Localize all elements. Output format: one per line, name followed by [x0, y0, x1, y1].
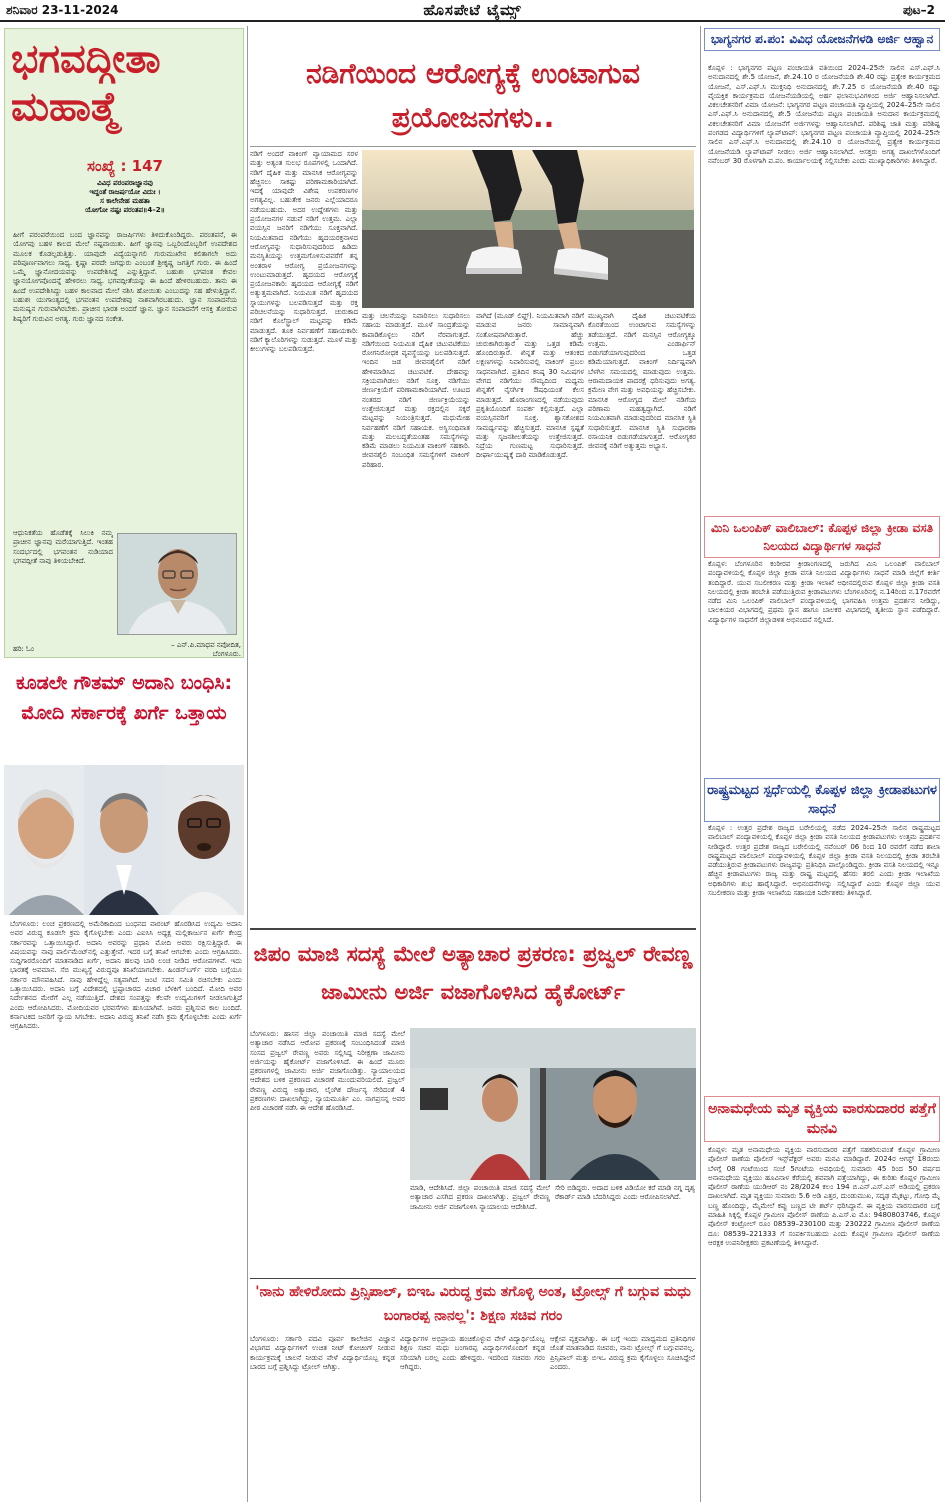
- prajwal-column-1: ಬೆಂಗಳೂರು: ಹಾಸನ ಜಿಲ್ಲಾ ಪಂಚಾಯಿತಿ ಮಾಜಿ ಸದಸ್ಯೆ ಮೇಲೆ ಅತ್ಯಾಚಾರ ನಡೆಸಿದ ಆರೋಪ ಪ್ರಕರಣಕ್ಕೆ ಸಂಬಂಧಿಸಿದಂತೆ ಮಾಜಿ ಸಂಸದ ಪ್ರಜ್ವಲ್ ರೇವಣ್ಣ ಅವರು ಸಲ್ಲಿಸಿದ್ದ ನಿರೀಕ್ಷಣಾ ಜಾಮೀನು ಅರ್ಜಿಯನ್ನು ಹೈಕೋರ್ಟ್ ವಜಾಗೊಳಿಸಿದೆ. ಈ ಹಿಂದೆ ಮೂರು ಪ್ರಕರಣಗಳಲ್ಲಿ ಜಾಮೀನು ಅರ್ಜಿ ವಜಾಗೊಂಡಿತ್ತು. ನ್ಯಾಯಾಲಯದ ಆದೇಶದ ಬಳಿಕ ಪ್ರಕರಣದ ವಿಚಾರಣೆ ಮುಂದುವರಿಯಲಿದೆ. ಪ್ರಜ್ವಲ್ ರೇವಣ್ಣ ವಿರುದ್ಧ ಅತ್ಯಾಚಾರ, ಲೈಂಗಿಕ ದೌರ್ಜನ್ಯ ಸೇರಿದಂತೆ 4 ಪ್ರಕರಣಗಳು ದಾಖಲಾಗಿದ್ದು, ನ್ಯಾಯಮೂರ್ತಿ ಎಂ. ನಾಗಪ್ರಸನ್ನ ಅವರ ಪೀಠ ವಿಚಾರಣೆ ನಡೆಸಿ ಈ ಆದೇಶ ಹೊರಡಿಸಿದೆ.: [250, 1030, 405, 1113]
- prajwal-headline: ಜಿಪಂ ಮಾಜಿ ಸದಸ್ಯೆ ಮೇಲೆ ಅತ್ಯಾಚಾರ ಪ್ರಕರಣ: ಪ್ರಜ್ವಲ್ ರೇವಣ್ಣ ಜಾಮೀನು ಅರ್ಜಿ ವಜಾಗೊಳಿಸಿದ ಹೈಕೋರ್ಟ್: [253, 942, 693, 1004]
- national-sports-headline: ರಾಷ್ಟ್ರಮಟ್ಟದ ಸ್ಪರ್ಧೆಯಲ್ಲಿ ಕೊಪ್ಪಳ ಜಿಲ್ಲಾ ಕ್ರೀಡಾಪಟುಗಳ ಸಾಧನೆ: [704, 778, 940, 822]
- leaders-photo: [4, 765, 244, 915]
- bhagyanagara-headline: ಭಾಗ್ಯನಗರ ಪ.ಪಂ: ವಿವಿಧ ಯೋಜನೆಗಳಡಿ ಅರ್ಜಿ ಆಹ್ವಾನ: [704, 28, 940, 51]
- prajwal-column-2: ಮಾಡಿ, ಆದೇಶಿಸಿದೆ. ಜಿಲ್ಲಾ ಪಂಚಾಯಿತಿ ಮಾಜಿ ಸದಸ್ಯೆ ಮೇಲೆ ಅತ್ಯಾಚಾರ ಎಸಗಿದ ಪ್ರಕರಣ ದಾಖಲಾಗಿತ್ತು. ಪ್ರಜ್ವಲ್ ರೇವಣ್ಣ ಜಾಮೀನು ಅರ್ಜಿ ವಜಾಗೊಳಿಸಿ ನ್ಯಾಯಾಲಯ ಆದೇಶಿಸಿದೆ.: [410, 1184, 550, 1211]
- gita-headline: ಭಗವದ್ಗೀತಾ ಮಹಾತ್ಮೆ: [11, 36, 161, 130]
- page-number: ಪುಟ–2: [903, 3, 935, 17]
- national-sports-body: ಕೊಪ್ಪಳ : ಉತ್ತರ ಪ್ರದೇಶ ರಾಜ್ಯದ ಬರೇಲಿಯಲ್ಲಿ ನಡೆದ 2024–25ನೇ ಸಾಲಿನ ರಾಷ್ಟ್ರಮಟ್ಟದ ವಾಲಿಬಾಲ್ ಪಂದ್ಯಾವಳಿಯಲ್ಲಿ ಕೊಪ್ಪಳ ಜಿಲ್ಲಾ ಕ್ರೀಡಾ ವಸತಿ ನಿಲಯದ ಕ್ರೀಡಾಪಟುಗಳು ಉತ್ತಮ ಪ್ರದರ್ಶನ ನೀಡಿದ್ದಾರೆ. ಉತ್ತರ ಪ್ರದೇಶ ರಾಜ್ಯದ ಬರೇಲಿಯಲ್ಲಿ ನವೆಂಬರ್ 06 ರಿಂದ 10 ರವರೆಗೆ ನಡೆದ ಶಾಲಾ ರಾಷ್ಟ್ರಮಟ್ಟದ ವಾಲಿಬಾಲ್ ಪಂದ್ಯಾವಳಿಯಲ್ಲಿ ಕೊಪ್ಪಳ ಜಿಲ್ಲಾ ಕ್ರೀಡಾ ವಸತಿ ನಿಲಯದಲ್ಲಿ ಕ್ರೀಡಾ ತರಬೇತಿ ಪಡೆಯುತ್ತಿರುವ ಕ್ರೀಡಾಪಟುಗಳು ರಾಜ್ಯವನ್ನು ಪ್ರತಿನಿಧಿಸಿ ಪಾಲ್ಗೊಂಡಿದ್ದರು. ಕ್ರೀಡಾ ವಸತಿ ನಿಲಯದಲ್ಲಿ ಇನ್ನೂ ಹೆಚ್ಚಿನ ಕ್ರೀಡಾಪಟುಗಳು ರಾಜ್ಯ ಮತ್ತು ರಾಷ್ಟ್ರ ಮಟ್ಟದಲ್ಲಿ ಹೆಸರು ತರಲಿ ಎಂದು ಕ್ರೀಡಾ ಇಲಾಖೆಯ ಅಧಿಕಾರಿಗಳು ಶುಭ ಹಾರೈಸಿದ್ದಾರೆ. ಅಭಿನಂದನೆಗಳನ್ನು ಸಲ್ಲಿಸಿದ್ದಾರೆ ಎಂದು ಕೊಪ್ಪಳ ಜಿಲ್ಲಾ ಯುವ ಸಬಲೀಕರಣ ಮತ್ತು ಕ್ರೀಡಾ ಇಲಾಖೆಯ ಸಹಾಯಕ ನಿರ್ದೇಶಕರು ತಿಳಿಸಿದ್ದಾರೆ.: [708, 824, 940, 898]
- gita-closing: ಹರಿ: ಓಂ: [13, 645, 34, 653]
- column-divider: [247, 26, 248, 1502]
- madhu-column-1: ಬೆಂಗಳೂರು: ಸರ್ಕಾರಿ ಪದವಿ ಪೂರ್ವ ಕಾಲೇಜಿನ ವಿಜ್ಞಾನ ವಿಭಾಗದ ವಿದ್ಯಾರ್ಥಿಗಳಿಗೆ ಉಚಿತ ನೀಟ್ ಕೋಚಿಂಗ್ ನೀಡುವ ಕಾರ್ಯಕ್ರಮಕ್ಕೆ ಚಾಲನೆ ನೀಡುವ ವೇಳೆ ವಿದ್ಯಾರ್ಥಿಯೊಬ್ಬ ಕನ್ನಡ ಬಾರದ ಬಗ್ಗೆ ಪ್ರಶ್ನಿಸಿದ್ದು ಟ್ರೋಲ್ ಆಗಿತ್ತು.: [250, 1335, 395, 1371]
- walking-column-2: ಮತ್ತು ಚಲನೆಯನ್ನು ನಿವಾರಿಸಲು ಸುಧಾರಿಸಲು ಸಹಾಯ ಮಾಡುತ್ತದೆ. ಮೂಳೆ ಸಾಂದ್ರತೆಯನ್ನು ಕಾಪಾಡಿಕೊಳ್ಳಲು ನಡಿಗೆ ನೆರವಾಗುತ್ತದೆ. ನಡಿಗೆಯಿಂದ ನಿಯಮಿತ ದೈಹಿಕ ಚಟುವಟಿಕೆಯು ರೋಗನಿರೋಧಕ ವ್ಯವಸ್ಥೆಯನ್ನು ಬಲಪಡಿಸುತ್ತದೆ. ಇಂದಿನ ಜಡ ಜೀವನಶೈಲಿಗೆ ನಡಿಗೆ ಹೇಳಿಮಾಡಿಸಿದ ಚಟುವಟಿಕೆ. ದೇಹವನ್ನು ಸಕ್ರಿಯವಾಗಿಡಲು ನಡಿಗೆ ಸೂಕ್ತ. ನಡಿಗೆಯು ಜೀರ್ಣಕ್ರಿಯೆಗೆ ಪರಿಣಾಮಕಾರಿಯಾಗಿದೆ. ಊಟದ ನಂತರದ ನಡಿಗೆ ಜೀರ್ಣಕ್ರಿಯೆಯನ್ನು ಉತ್ತೇಜಿಸುತ್ತದೆ ಮತ್ತು ರಕ್ತದಲ್ಲಿನ ಸಕ್ಕರೆ ಮಟ್ಟವನ್ನು ನಿಯಂತ್ರಿಸುತ್ತದೆ. ಮಧುಮೇಹ ನಿರ್ವಹಣೆಗೆ ನಡಿಗೆ ಸಹಾಯಕ. ಅಸ್ಥಿಸಂಧಿವಾತ ಮತ್ತು ಮಲಬದ್ಧತೆಯಂತಹ ಸಮಸ್ಯೆಗಳನ್ನು ಕಡಿಮೆ ಮಾಡಲು ನಿಯಮಿತ ವಾಕಿಂಗ್ ಸಹಕಾರಿ. ಜೀವನಶೈಲಿ ಸಂಬಂಧಿತ ಸಮಸ್ಯೆಗಳಿಗೆ ವಾಕಿಂಗ್ ಪರಿಹಾರ.: [362, 312, 470, 469]
- gita-shloka: ವಿವಿಧ ಪರಂಪರಾಜ್ಞಾನವು ಇದ್ದಂತೆ ರಾಜರ್ಷಯೋ ವಿದುಃ । ಸ ಕಾಲೇನೇಹ ಮಹತಾ ಯೋಗೋ ನಷ್ಟಃ ಪರಂತಪ॥4–2॥: [85, 179, 165, 214]
- divider: [250, 928, 696, 930]
- author-photo: [117, 533, 237, 635]
- gita-body: ಹೀಗೆ ಪರಂಪರೆಯಿಂದ ಬಂದ ಜ್ಞಾನವನ್ನು ರಾಜರ್ಷಿಗಳು ತಿಳಿದುಕೊಂಡಿದ್ದರು. ಪರಂತಪನೆ, ಈ ಯೋಗವು ಬಹಳ ಕಾಲದ ಮೇಲೆ ನಷ್ಟವಾಯಿತು. ಹೀಗೆ ಜ್ಞಾನವು ಒಬ್ಬರಿಂದೊಬ್ಬರಿಗೆ ಉಪದೇಶದ ಮೂಲಕ ಕೊಡಲ್ಪಡುತ್ತಿತ್ತು. ಯಾವುದೇ ವಿದ್ಯೆಯನ್ನಾಗಲಿ ಗುರುಮುಖೇನ ಕಲಿತಾಗಲೇ ಅದು ಪರಿಪೂರ್ಣವಾಗಲು ಸಾಧ್ಯ. ಕೃಷ್ಣಾ ಪರದೇ ಜಗದ್ಗುರು ಎಂಬಂತೆ ಶ್ರೀಕೃಷ್ಣ ಜಗತ್ತಿಗೆ ಗುರು. ಈ ಹಿಂದೆ ಒಮ್ಮೆ ಜ್ಞಾನೋದಯವನ್ನು ಉಪದೇಶಿಸಿದ್ದೆ ಎನ್ನುತ್ತಿದ್ದಾನೆ. ಬಹುಶಃ ಭಗವಂತ ಕೇವಲ ಜ್ಞಾನಯೋಗವೊಂದನ್ನೆ ಹೇಳಿರಲು ಸಾಧ್ಯ. ಭಗವದ್ಗೀತೆಯನ್ನು ಈ ಹಿಂದೆ ಹೇಳಿರಬಹುದು. ತಾನು ಈ ಹಿಂದೆ ಉಪದೇಶಿಸಿದ್ದು ಬಹಳ ಕಾಲವಾದ ಮೇಲೆ ನಶಿಸಿ ಹೋಯಿತು ಎಂಬುದನ್ನು ಸಹ ಹೇಳುತ್ತಿದ್ದಾನೆ. ಬಹುಶಃ ಯುಗಾಂತ್ಯದಲ್ಲಿ ಭಗವಂತನ ಉಪದೇಶವು ನಾಶವಾಗಿರಬಹುದು. ಜ್ಞಾನ ಸಂಪಾದನೆಯ ಮನುಷ್ಯನ ಗುರುವಾಗಿರಬೇಕು. ಪ್ರಾಚೀನ ಭಾರತ ಅಂದರೆ ಜ್ಞಾನ. ಜ್ಞಾನ ಸಂಪಾದನೆಗೆ ಆಸಕ್ತಿ ತೋರುವ ಶಿಷ್ಯರಿಗೆ ಗುರುವಿನ ಅಗತ್ಯ. ಗುರು ಜ್ಞಾನದ ಸಂಕೇತ.: [13, 231, 237, 323]
- gita-author: – ಎನ್.ಪಿ.ಮಾಧವ ನವೋದಿತ, ಬೆಂಗಳೂರು.: [171, 641, 241, 658]
- masthead: [0, 0, 945, 22]
- madhu-column-2: ವಿದ್ಯಾರ್ಥಿಗಳ ಅಭಿಪ್ರಾಯ ಹಂಚಿಕೊಳ್ಳುವ ವೇಳೆ ವಿದ್ಯಾರ್ಥಿಯೊಬ್ಬ ಶಿಕ್ಷಣ ಸಚಿವ ಮಧು ಬಂಗಾರಪ್ಪ ವಿದ್ಯಾರ್ಥಿಗಳೊಂದಿಗೆ ಕನ್ನಡ ಸರಿಯಾಗಿ ಬರಲ್ಲ ಎಂದು ಹೇಳಿದ್ದರು. ಇದರಿಂದ ಸಚಿವರು ಗರಂ ಆಗಿದ್ದರು.: [400, 1335, 545, 1371]
- gita-serial-number: ಸಂಖ್ಯೆ : 147: [87, 157, 163, 175]
- walking-column-3: ವಾಗಿದೆ (ಮೂಡ್ ಲಿಫ್ಟ್). ನಿಯಮಿತವಾಗಿ ನಡಿಗೆ ಮಾಡುವ ಜನರು ಸಾಮಾನ್ಯವಾಗಿ ಸಂತೋಷವಾಗಿರುತ್ತಾರೆ. ಹೆಚ್ಚು ಚುರುಕಾಗಿರುತ್ತಾರೆ ಮತ್ತು ಒತ್ತಡ ಕಡಿಮೆ ಹೊಂದಿರುತ್ತಾರೆ. ಖಿನ್ನತೆ ಮತ್ತು ಆತಂಕದ ಲಕ್ಷಣಗಳನ್ನು ನಿವಾರಿಸುವಲ್ಲಿ ವಾಕಿಂಗ್ ಪ್ರಬಲ ಸಾಧನವಾಗಿದೆ. ಪ್ರತಿದಿನ ಕನಿಷ್ಠ 30 ನಿಮಿಷಗಳ ವೇಗದ ನಡಿಗೆಯು ಸೌಮ್ಯದಿಂದ ಮಧ್ಯಮ ಖಿನ್ನತೆಗೆ ನೈಸರ್ಗಿಕ ಔಷಧಿಯಂತೆ ಕೆಲಸ ಮಾಡುತ್ತದೆ. ಹೊರಾಂಗಣದಲ್ಲಿ ನಡೆಯುವುದು ಪ್ರಕೃತಿಯೊಂದಿಗೆ ಸಂಪರ್ಕ ಕಲ್ಪಿಸುತ್ತದೆ. ಎಲ್ಲಾ ವಯಸ್ಸಿನವರಿಗೆ ಸೂಕ್ತ. ಶ್ವಾಸಕೋಶದ ಸಾಮರ್ಥ್ಯವನ್ನು ಹೆಚ್ಚಿಸುತ್ತದೆ. ಮಾನಸಿಕ ಸ್ಪಷ್ಟತೆ ಮತ್ತು ಸೃಜನಶೀಲತೆಯನ್ನು ಉತ್ತೇಜಿಸುತ್ತದೆ. ನಿದ್ರೆಯ ಗುಣಮಟ್ಟ ಸುಧಾರಿಸುತ್ತದೆ. ದೀರ್ಘಾಯುಷ್ಯಕ್ಕೆ ದಾರಿ ಮಾಡಿಕೊಡುತ್ತದೆ.: [476, 312, 584, 460]
- adani-headline: ಕೂಡಲೇ ಗೌತಮ್ ಅದಾನಿ ಬಂಧಿಸಿ: ಮೋದಿ ಸರ್ಕಾರಕ್ಕೆ ಖರ್ಗೆ ಒತ್ತಾಯ: [15, 672, 233, 724]
- prajwal-photo: [410, 1028, 696, 1180]
- madhu-column-3: ಆಕ್ಷೇಪ ವ್ಯಕ್ತವಾಗಿತ್ತು. ಈ ಬಗ್ಗೆ ಇಂದು ಮಾಧ್ಯಮದ ಪ್ರತಿನಿಧಿಗಳ ಜೊತೆ ಮಾತನಾಡಿದ ಸಚಿವರು, ನಾನು ಟ್ರೋಲ್ಸ್ ಗೆ ಬಗ್ಗುವವನಲ್ಲ. ಪ್ರಿನ್ಸಿಪಾಲ್ ಮತ್ತು ಬಿಇಒ ವಿರುದ್ಧ ಕ್ರಮ ಕೈಗೊಳ್ಳಲು ಸೂಚಿಸಿದ್ದೇನೆ ಎಂದರು.: [550, 1335, 695, 1371]
- walking-column-4: ಮುಖ್ಯವಾಗಿ ದೈಹಿಕ ಚಟುವಟಿಕೆಯ ಕೊರತೆಯಿಂದ ಉಂಟಾಗುವ ಸಮಸ್ಯೆಗಳನ್ನು ತಡೆಯುತ್ತದೆ. ನಡಿಗೆ ಮನಸ್ಸಿನ ಆರೋಗ್ಯಕ್ಕೂ ಉತ್ತಮ. ಎಂಡಾರ್ಫಿನ್ ಬಿಡುಗಡೆಯಾಗುವುದರಿಂದ ಒತ್ತಡ ಕಡಿಮೆಯಾಗುತ್ತದೆ. ವಾಕಿಂಗ್ ನಿರ್ದಿಷ್ಟವಾಗಿ ಬೆಳಗಿನ ಸಮಯದಲ್ಲಿ ಮಾಡುವುದು ಉತ್ತಮ. ಆರಾಮದಾಯಕ ಪಾದರಕ್ಷೆ ಧರಿಸುವುದು ಅಗತ್ಯ. ಕ್ರಮೇಣ ವೇಗ ಮತ್ತು ಅವಧಿಯನ್ನು ಹೆಚ್ಚಿಸಬೇಕು. ಮಾನಸಿಕ ಆರೋಗ್ಯದ ಮೇಲೆ ನಡಿಗೆಯ ಪರಿಣಾಮ ಮಹತ್ವದ್ದಾಗಿದೆ. ನಡಿಗೆ ನಿಯಮಿತವಾಗಿ ಮಾಡುವುದರಿಂದ ಮಾನಸಿಕ ಸ್ಥಿತಿ ಸುಧಾರಿಸುತ್ತದೆ. ಮಾನಸಿಕ ಸ್ಥಿತಿ ಸುಧಾರಣಾ ರಸಾಯನಿಕ ಬಿಡುಗಡೆಯಾಗುತ್ತದೆ. ಆರೋಗ್ಯಕರ ಜೀವನಕ್ಕೆ ನಡಿಗೆ ಅತ್ಯುತ್ತಮ ಅಭ್ಯಾಸ.: [588, 312, 696, 451]
- bhagyanagara-body: ಕೊಪ್ಪಳ : ಭಾಗ್ಯನಗರ ಪಟ್ಟಣ ಪಂಚಾಯತಿ ವತಿಯಿಂದ 2024–25ನೇ ಸಾಲಿನ ಎಸ್.ಎಫ್.ಸಿ ಅನುದಾನದಲ್ಲಿ ಶೇ.5 ಯೋಜನೆ, ಶೇ.24.10 ರ ಯೋಜನೆಯಡಿ ಶೇ.40 ರಷ್ಟು ಪ್ರತ್ಯೇಕ ಕಾರ್ಯಕ್ರಮದ ಯೋಜನೆ, ಎಸ್.ಎಫ್.ಸಿ ಮುಕ್ತನಿಧಿ ಅನುದಾನದಲ್ಲಿ ಶೇ.7.25 ರ ಯೋಜನೆಯಡಿ ಶೇ.40 ರಷ್ಟು ವೈಯಕ್ತಿಕ ಕಾರ್ಯಕ್ರಮದ ಯೋಜನೆಯಡಿಯಲ್ಲಿ ಅರ್ಹ ಫಲಾನುಭವಿಗಳಿಂದ ಅರ್ಜಿ ಆಹ್ವಾನಿಸಲಾಗಿದೆ. ವಿಕಲಚೇತನರಿಗೆ ವಿಮಾ ಯೋಜನೆ: ಭಾಗ್ಯನಗರ ಪಟ್ಟಣ ಪಂಚಾಯತಿ ವ್ಯಾಪ್ತಿಯಲ್ಲಿ 2024–25ನೇ ಸಾಲಿನ ಎಸ್.ಎಫ್.ಸಿ ಅನುದಾನದಲ್ಲಿ ಶೇ.5 ಯೋಜನೆಯ ಪಟ್ಟಣ ಪಂಚಾಯತಿ ಅನುದಾನ ಕಾರ್ಯಕ್ರಮದಲ್ಲಿ ವಿಕಲಚೇತನರಿಗೆ ವಿಮಾ ಯೋಜನೆಗೆ ಅರ್ಜಿಗಳನ್ನು ಆಹ್ವಾನಿಸಲಾಗಿದೆ. ಪರಿಶಿಷ್ಟ ಜಾತಿ ಮತ್ತು ಪರಿಶಿಷ್ಟ ಪಂಗಡದ ವಿದ್ಯಾರ್ಥಿಗಳಿಗೆ ಲ್ಯಾಪ್‌ಟಾಪ್: ಭಾಗ್ಯನಗರ ಪಟ್ಟಣ ಪಂಚಾಯತಿ ವ್ಯಾಪ್ತಿಯಲ್ಲಿ 2024–25ನೇ ಸಾಲಿನ ಎಸ್.ಎಫ್.ಸಿ ಅನುದಾನದಲ್ಲಿ ಶೇ.24.10 ರ ಯೋಜನೆಯಲ್ಲಿ ಪ್ರತ್ಯೇಕ ಕಾರ್ಯಕ್ರಮದ ಯೋಜನೆಯಡಿ ಲ್ಯಾಪ್‌ಟಾಪ್ ನೀಡಲು ಅರ್ಜಿ ಆಹ್ವಾನಿಸಲಾಗಿದೆ. ಆಸಕ್ತರು ಅಗತ್ಯ ದಾಖಲೆಗಳೊಂದಿಗೆ ನವೆಂಬರ್ 30 ರೊಳಗಾಗಿ ಪ.ಪಂ. ಕಾರ್ಯಾಲಯಕ್ಕೆ ಸಲ್ಲಿಸಬೇಕು ಎಂದು ಮುಖ್ಯಾಧಿಕಾರಿಗಳು ತಿಳಿಸಿದ್ದಾರೆ.: [708, 64, 940, 165]
- adani-body: ಬೆಂಗಳೂರು: ಲಂಚ ಪ್ರಕರಣದಲ್ಲಿ ಅಮೆರಿಕಾದಿಂದ ಬಂಧನದ ವಾರಂಟ್ ಹೊರಡಿಸಿದ ಉದ್ಯಮಿ ಅದಾನಿ ಅವರ ವಿರುದ್ಧ ಕೂಡಲೇ ಕ್ರಮ ಕೈಗೊಳ್ಳಬೇಕು ಎಂದು ಎಐಸಿಸಿ ಅಧ್ಯಕ್ಷ ಮಲ್ಲಿಕಾರ್ಜುನ ಖರ್ಗೆ ಕೇಂದ್ರ ಸರ್ಕಾರವನ್ನು ಒತ್ತಾಯಿಸಿದ್ದಾರೆ. ಅದಾನಿ ಅವರನ್ನು ಪ್ರಧಾನಿ ಮೋದಿ ಅವರು ರಕ್ಷಿಸುತ್ತಿದ್ದಾರೆ. ಈ ವಿಷಯವನ್ನು ನಾವು ಪಾರ್ಲಿಮೆಂಟ್‌ನಲ್ಲಿ ಎತ್ತುತ್ತೇವೆ. ಇದರ ಬಗ್ಗೆ ತನಿಖೆ ಆಗಬೇಕು ಎಂದು ಆಗ್ರಹಿಸಿದರು. ಸುದ್ದಿಗಾರರೊಂದಿಗೆ ಮಾತನಾಡಿದ ಖರ್ಗೆ, ಅದಾನಿ ಹಲವು ಬಾರಿ ಲಂಚ ನೀಡಿದ ಆರೋಪಗಳಿವೆ. ಇದು ಭಾರತಕ್ಕೆ ಅವಮಾನ. ಸೆಬಿ ಮುಖ್ಯಸ್ಥೆ ವಿರುದ್ಧವೂ ತನಿಖೆಯಾಗಬೇಕು. ಹಿಂಡನ್‌ಬರ್ಗ್ ವರದಿ ಬಗ್ಗೆಯೂ ಸರ್ಕಾರ ಮೌನವಹಿಸಿದೆ. ನಾವು ಹೇಳಿದ್ದೆಲ್ಲ ಸತ್ಯವಾಗಿದೆ. ಜಂಟಿ ಸದನ ಸಮಿತಿ ರಚಿಸಬೇಕು ಎಂದು ಒತ್ತಾಯಿಸಿದರು. ಅದಾನಿ ಬಗ್ಗೆ ವಿದೇಶದಲ್ಲಿ ಭ್ರಷ್ಟಾಚಾರದ ವಿಚಾರ ಬೆಳಕಿಗೆ ಬಂದಿದೆ. ಮೋದಿ ಅವರ ನಿರ್ದೇಶನದ ಮೇರೆಗೆ ಎಲ್ಲ ನಡೆಯುತ್ತಿದೆ. ದೇಶದ ಸಂಪತ್ತನ್ನು ಕೆಲವೇ ಉದ್ಯಮಿಗಳಿಗೆ ನೀಡಲಾಗುತ್ತಿದೆ ಎಂದು ಆರೋಪಿಸಿದರು. ಮೋದಿಯವರ ಭರವಸೆಗಳು ಹುಸಿಯಾಗಿವೆ. ಜನರು ಪ್ರಶ್ನಿಸುವ ಕಾಲ ಬಂದಿದೆ. ಕರ್ನಾಟಕದ ಜನರಿಗೆ ನ್ಯಾಯ ಸಿಗಬೇಕು. ಅದಾನಿ ವಿರುದ್ಧ ತನಿಖೆ ನಡೆಸಿ ಕ್ರಮ ಕೈಗೊಳ್ಳಬೇಕು ಎಂದು ಖರ್ಗೆ ಆಗ್ರಹಿಸಿದರು.: [10, 920, 242, 1031]
- gita-body-continued: ಆಧುನಿಕತೆಯ ಹೊಡೆತಕ್ಕೆ ಸಿಲುಕಿ ನಮ್ಮ ಪ್ರಾಚೀನ ಜ್ಞಾನವು ಮರೆಯಾಗುತ್ತಿದೆ. ಇಂತಹ ಸಂದರ್ಭದಲ್ಲಿ ಭಗವಂತನ ನುಡಿಯಾದ ಭಗವದ್ಗೀತೆ ನಾವು ತಿಳಿಯಬೇಕಿದೆ.: [13, 529, 113, 565]
- walking-headline: ನಡಿಗೆಯಿಂದ ಆರೋಗ್ಯಕ್ಕೆ ಉಂಟಾಗುವ ಪ್ರಯೋಜನಗಳು..: [306, 57, 640, 134]
- column-divider: [700, 26, 701, 1502]
- anonymous-body-headline: ಅನಾಮಧೇಯ ಮೃತ ವ್ಯಕ್ತಿಯ ವಾರಸುದಾರರ ಪತ್ತೆಗೆ ಮನವಿ: [704, 1096, 940, 1142]
- prajwal-column-3: ಸೇರಿ ಬಿಡಿದ್ದರು. ಅದಾದ ಬಳಿಕ ವಿಡಿಯೋ ಕರೆ ಮಾಡಿ ನಗ್ನ ದೃಶ್ಯ ರೆಕಾರ್ಡ್ ಮಾಡಿ ಬೆದರಿಸಿದ್ದರು ಎಂದು ಆರೋಪಿಸಲಾಗಿದೆ.: [555, 1184, 695, 1202]
- newspaper-name: ಹೊಸಪೇಟೆ ಟೈಮ್ಸ್: [423, 1, 522, 19]
- anonymous-body-article: ಕೊಪ್ಪಳ: ಮೃತ ಅನಾಮಧೇಯ ವ್ಯಕ್ತಿಯ ವಾರಸುದಾರರ ಪತ್ತೆಗೆ ಸಹಕರಿಸುವಂತೆ ಕೊಪ್ಪಳ ಗ್ರಾಮೀಣ ಪೊಲೀಸ್ ಠಾಣೆಯ ಪೊಲೀಸ್ ಇನ್ಸ್‌ಪೆಕ್ಟರ್ ಅವರು ಮನವಿ ಮಾಡಿದ್ದಾರೆ. 2024ರ ಆಗಸ್ಟ್ 18ರಂದು ಬೆಳಗ್ಗೆ 08 ಗಂಟೆಯಿಂದ ಸಂಜೆ 5ಗಂಟೆಯ ಅವಧಿಯಲ್ಲಿ ಸುಮಾರು 45 ರಿಂದ 50 ವರ್ಷದ ಅನಾಮಧೇಯ ವ್ಯಕ್ತಿಯು ಹೂವಿನಾಳ ಕೆರೆಯಲ್ಲಿ ಶವವಾಗಿ ಪತ್ತೆಯಾಗಿದ್ದು, ಈ ಕುರಿತು ಕೊಪ್ಪಳ ಗ್ರಾಮೀಣ ಪೊಲೀಸ್ ಠಾಣೆಯ ಯುಡಿಆರ್ ನಂ 28/2024 ಕಲಂ 194 ಬಿ.ಎನ್.ಎಸ್.ಎಸ್ ಅಡಿಯಲ್ಲಿ ಪ್ರಕರಣ ದಾಖಲಾಗಿದೆ. ಮೃತ ವ್ಯಕ್ತಿಯು ಸುಮಾರು 5.6 ಅಡಿ ಎತ್ತರ, ದುಂಡುಮುಖ, ಸದೃಢ ಮೈಕಟ್ಟು, ಗೋಧಿ ಮೈ ಬಣ್ಣ ಹೊಂದಿದ್ದು, ಮೈಮೇಲೆ ಕಪ್ಪು ಬಣ್ಣದ ಟೀ ಶರ್ಟ್ ಧರಿಸಿದ್ದಾನೆ. ಈ ವ್ಯಕ್ತಿಯ ವಾರಸುದಾರರ ಬಗ್ಗೆ ಮಾಹಿತಿ ಸಿಕ್ಕಲ್ಲಿ ಕೊಪ್ಪಳ ಗ್ರಾಮೀಣ ಪೊಲೀಸ್ ಠಾಣೆಯ ಪಿ.ಎಸ್.ಐ ಮೊ: 9480803746, ಕೊಪ್ಪಳ ಪೊಲೀಸ್ ಕಂಟ್ರೋಲ್ ರೂಂ 08539–230100 ಮತ್ತು 230222 ಗ್ರಾಮೀಣ ಪೊಲೀಸ್ ಠಾಣೆಯ ದೂ: 08539–221333 ಗೆ ಸಂಪರ್ಕಿಸಬಹುದು ಎಂದು ಕೊಪ್ಪಳ ಗ್ರಾಮೀಣ ಪೊಲೀಸ್ ಠಾಣೆಯ ಆರಕ್ಷಕ ಉಪನಿರೀಕ್ಷಕರು ಪ್ರಕಟಣೆಯಲ್ಲಿ ತಿಳಿಸಿದ್ದಾರೆ.: [708, 1146, 940, 1247]
- mini-olympic-body: ಕೊಪ್ಪಳ: ಬೆಂಗಳೂರಿನ ಕಂಠೀರವ ಕ್ರೀಡಾಂಗಣದಲ್ಲಿ ಜರುಗಿದ ಮಿನಿ ಒಲಂಪಿಕ್ ವಾಲಿಬಾಲ್ ಪಂದ್ಯಾವಳಿಯಲ್ಲಿ ಕೊಪ್ಪಳ ಜಿಲ್ಲಾ ಕ್ರೀಡಾ ವಸತಿ ನಿಲಯದ ವಿದ್ಯಾರ್ಥಿಗಳು ಸಾಧನೆ ಮಾಡಿ ಜಿಲ್ಲೆಗೆ ಕೀರ್ತಿ ತಂದಿದ್ದಾರೆ. ಯುವ ಸಬಲೀಕರಣ ಮತ್ತು ಕ್ರೀಡಾ ಇಲಾಖೆ ಅಧೀನದಲ್ಲಿರುವ ಕೊಪ್ಪಳ ಜಿಲ್ಲಾ ಕ್ರೀಡಾ ವಸತಿ ನಿಲಯದಲ್ಲಿ ಕ್ರೀಡಾ ತರಬೇತಿ ಪಡೆಯುತ್ತಿರುವ ಕ್ರೀಡಾಪಟುಗಳು ಬೆಂಗಳೂರಿನಲ್ಲಿ ನ.14ರಿಂದ ನ.17ರವರೆಗೆ ನಡೆದ ಮಿನಿ ಒಲಂಪಿಕ್ ವಾಲಿಬಾಲ್ ಪಂದ್ಯಾವಳಿಯಲ್ಲಿ ಭಾಗವಹಿಸಿ ಉತ್ತಮ ಪ್ರದರ್ಶನ ನೀಡಿದ್ದು, ಬಾಲಕಿಯರ ವಿಭಾಗದಲ್ಲಿ ಪ್ರಥಮ ಸ್ಥಾನ ಹಾಗೂ ಬಾಲಕರ ವಿಭಾಗದಲ್ಲಿ ತೃತೀಯ ಸ್ಥಾನ ಪಡೆದಿದ್ದಾರೆ. ವಿದ್ಯಾರ್ಥಿಗಳ ಸಾಧನೆಗೆ ಜಿಲ್ಲಾಡಳಿತ ಅಭಿನಂದನೆ ಸಲ್ಲಿಸಿದೆ.: [708, 560, 940, 624]
- walking-photo: [362, 150, 694, 308]
- gita-article: [4, 28, 244, 658]
- madhu-headline: 'ನಾನು ಹೇಳಿರೋದು ಪ್ರಿನ್ಸಿಪಾಲ್, ಬಿಇಒ ವಿರುದ್ಧ ಕ್ರಮ ತಗೊಳ್ಳಿ ಅಂತ, ಟ್ರೋಲ್ಸ್ ಗೆ ಬಗ್ಗುವ ಮಧು ಬಂಗಾರಪ್ಪ ನಾನಲ್ಲ': ಶಿಕ್ಷಣ ಸಚಿವ ಗರಂ: [255, 1284, 691, 1324]
- walking-column-1: ನಡಿಗೆ ಅಂದರೆ ವಾಕಿಂಗ್ ವ್ಯಾಯಾಮದ ಸರಳ ಮತ್ತು ಅತ್ಯಂತ ಸುಲಭ ರೂಪಗಳಲ್ಲಿ ಒಂದಾಗಿದೆ. ನಡಿಗೆ ದೈಹಿಕ ಮತ್ತು ಮಾನಸಿಕ ಆರೋಗ್ಯವನ್ನು ಹೆಚ್ಚಿಸಲು ಸಾಕಷ್ಟು ಪರಿಣಾಮಕಾರಿಯಾಗಿದೆ. ಇದಕ್ಕೆ ಯಾವುದೇ ವಿಶೇಷ ಉಪಕರಣಗಳ ಅಗತ್ಯವಿಲ್ಲ. ಬಹುತೇಕ ಜನರು ಎಲ್ಲೆಯಾದರೂ ನಡೆಯಬಹುದು. ಅದರ ಉದ್ದೇಶಗಳು ಮತ್ತು ಪ್ರಯೋಜನಗಳ ನಡುವೆ ನಡಿಗೆ ಉತ್ತಮ. ಎಲ್ಲಾ ವಯಸ್ಸಿನ ಜನರಿಗೆ ನಡಿಗೆಯು ಸೂಕ್ತವಾಗಿದೆ. ನಿಯಮಿತವಾದ ನಡಿಗೆಯು ಹೃದಯರಕ್ತನಾಳದ ಆರೋಗ್ಯವನ್ನು ಸುಧಾರಿಸುವುದರಿಂದ ಹಿಡಿದು ಮನಸ್ಥಿತಿಯನ್ನು ಉತ್ತಮಗೊಳಿಸುವವರೆಗೆ ತನ್ನ ಅಂತರಾಳ ಆರೋಗ್ಯ ಪ್ರಯೋಜನಗಳನ್ನು ಉಂಟುಮಾಡುತ್ತದೆ. ಹೃದಯದ ಆರೋಗ್ಯಕ್ಕೆ ಪ್ರಯೋಜನಕಾರಿ: ಹೃದಯದ ಆರೋಗ್ಯಕ್ಕೆ ನಡಿಗೆ ಅತ್ಯುತ್ತಮವಾಗಿದೆ. ನಿಯಮಿತ ನಡಿಗೆ ಹೃದಯದ ಸ್ನಾಯುಗಳನ್ನು ಬಲಪಡಿಸುತ್ತದೆ ಮತ್ತು ರಕ್ತ ಪರಿಚಲನೆಯನ್ನು ಸುಧಾರಿಸುತ್ತದೆ. ಚುರುಕಾದ ನಡಿಗೆ ಕೊಲೆಸ್ಟ್ರಾಲ್ ಮಟ್ಟವನ್ನು ಕಡಿಮೆ ಮಾಡುತ್ತದೆ. ತೂಕ ನಿರ್ವಹಣೆಗೆ ಸಹಾಯಕಾರಿ: ನಡಿಗೆ ಕ್ಯಾಲೊರಿಗಳನ್ನು ಸುಡುತ್ತದೆ. ಮೂಳೆ ಮತ್ತು ಕೀಲುಗಳನ್ನು ಬಲಪಡಿಸುತ್ತದೆ.: [250, 150, 358, 354]
- issue-date: ಶನಿವಾರ 23-11-2024: [6, 3, 119, 17]
- divider: [250, 1278, 696, 1279]
- mini-olympic-headline: ಮಿನಿ ಒಲಂಪಿಕ್ ವಾಲಿಬಾಲ್: ಕೊಪ್ಪಳ ಜಿಲ್ಲಾ ಕ್ರೀಡಾ ವಸತಿ ನಿಲಯದ ವಿದ್ಯಾರ್ಥಿಗಳ ಸಾಧನೆ: [704, 516, 940, 558]
- divider: [250, 146, 696, 147]
